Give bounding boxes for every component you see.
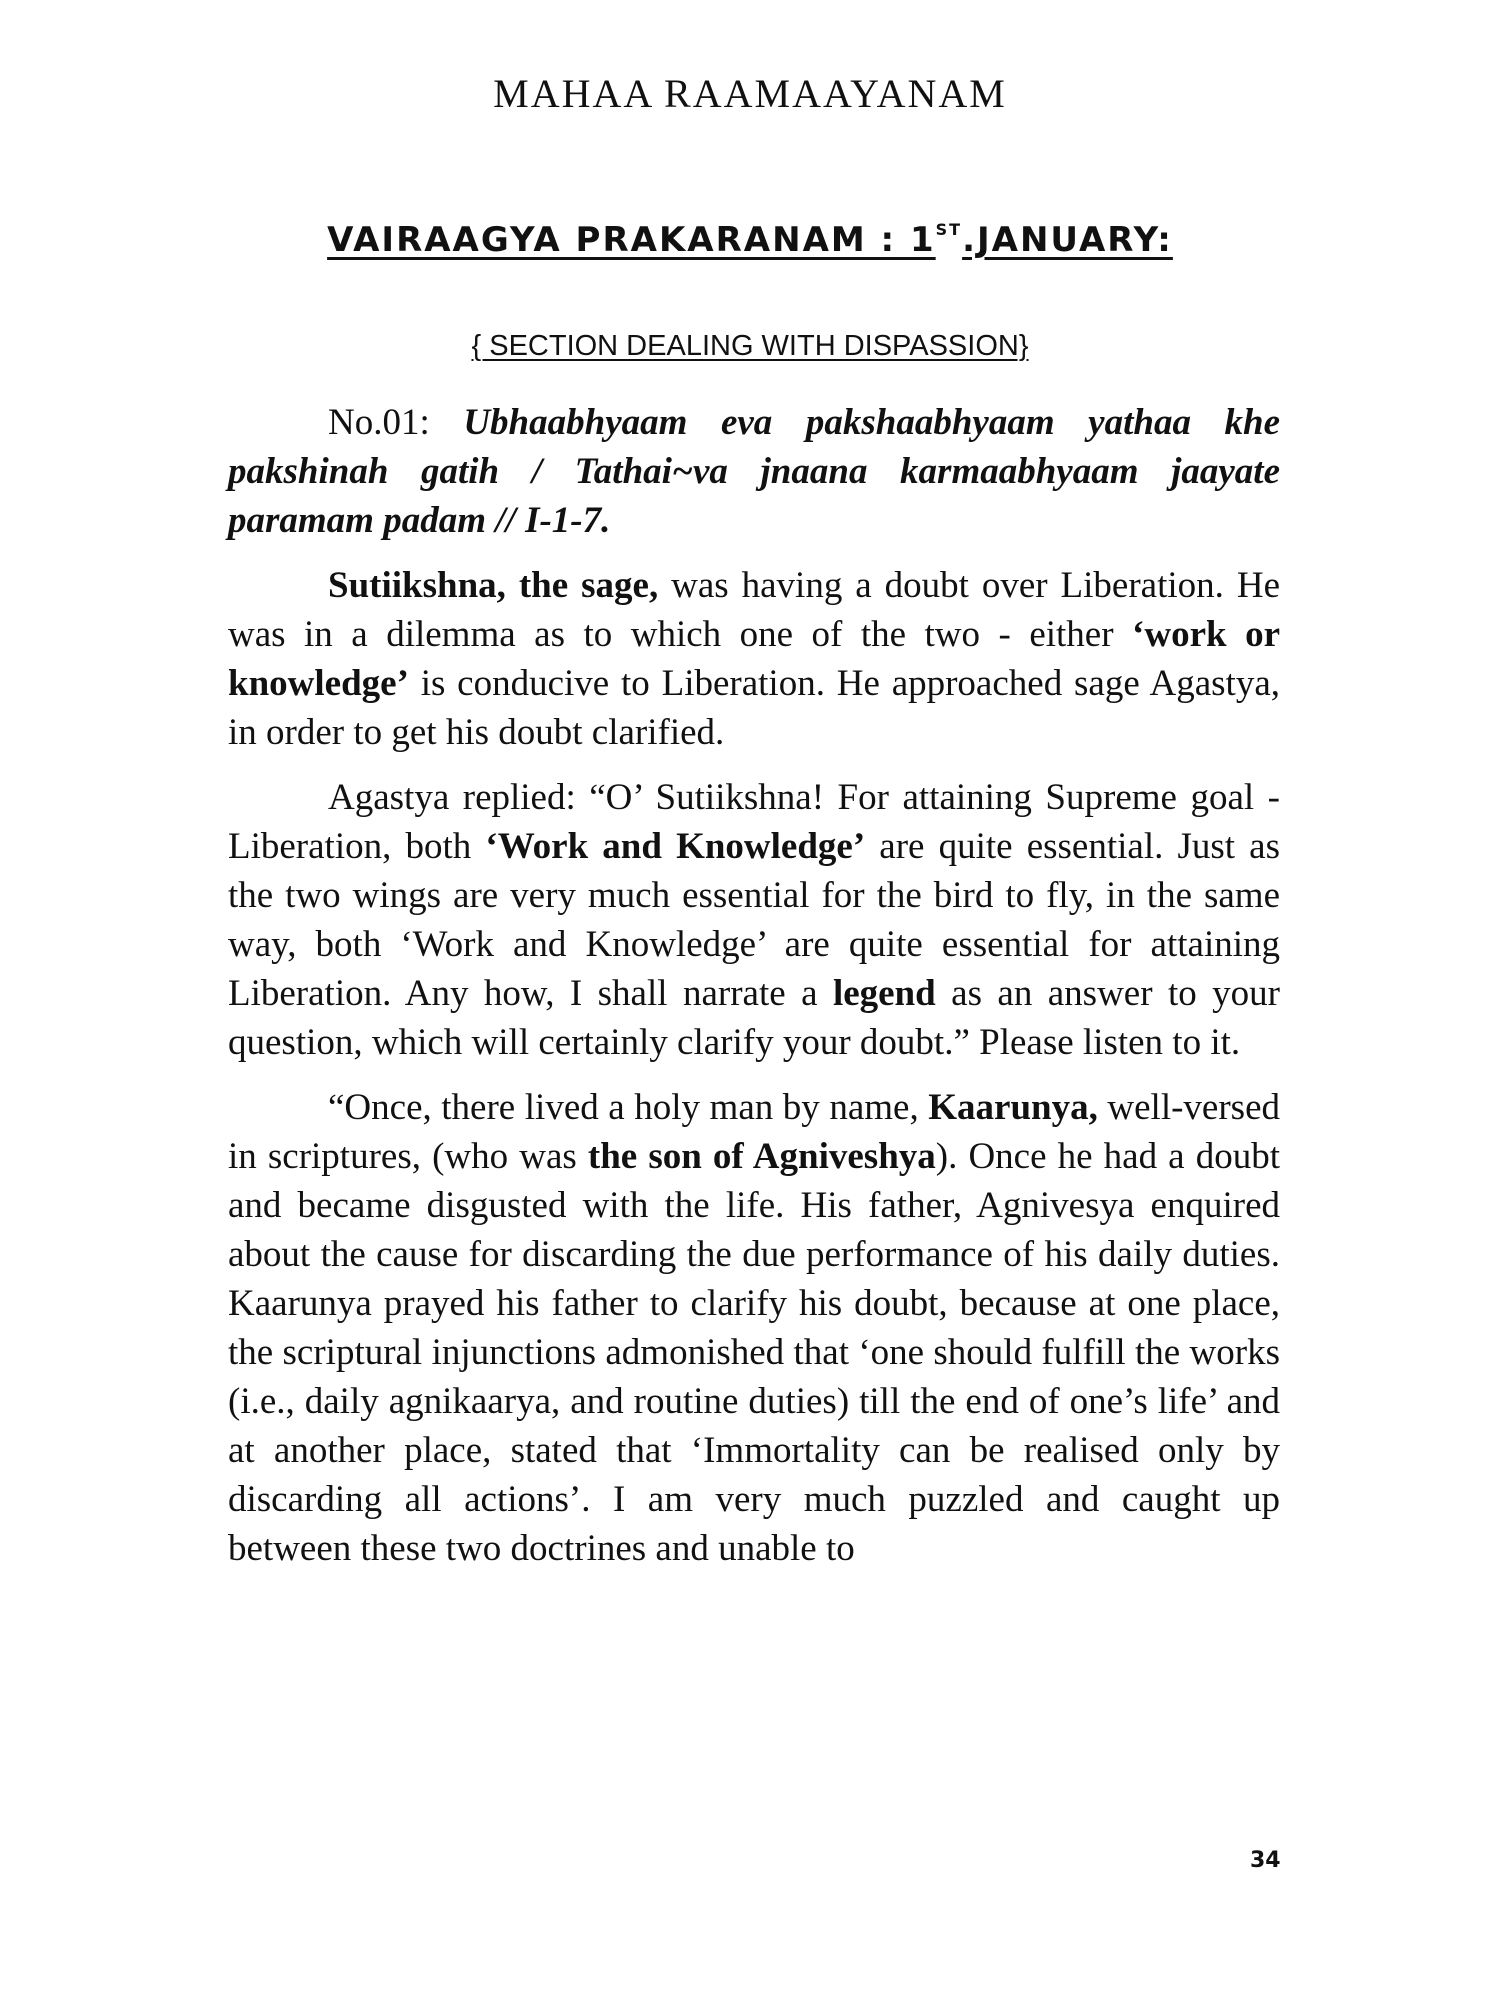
bold-text-run: ‘Work and Knowledge’ [485, 826, 866, 867]
chapter-title [0, 220, 1500, 260]
verse-reference: I-1-7. [525, 500, 611, 541]
text-run: was having a doubt over Liberation. He was in a dilemma as to which one of the two - either [228, 565, 1280, 655]
chapter-title-date: .JANUARY: [962, 220, 1173, 260]
text-run: are quite essential. Just as the two wings are very much essential for the bird to fly, in the same way, both ‘Work and Knowledge’ are quite essential for attaining Liberation. Any how, I shall narrate a [228, 826, 1281, 1014]
text-run: Agastya replied: “O’ Sutiikshna! For attaining Supreme goal - Liberation, both [228, 777, 1280, 867]
body-text [228, 398, 1280, 1589]
running-head: MAHAA RAAMAAYANAM [493, 71, 1007, 116]
paragraph [228, 561, 1280, 757]
chapter-title-ordinal: ST [935, 220, 963, 239]
verse-paragraph [228, 398, 1280, 545]
text-run: is conducive to Liberation. He approached sage Agastya, in order to get his doubt clarified. [228, 663, 1280, 753]
bold-text-run: ‘work or knowledge’ [228, 614, 1280, 704]
section-subtitle: { SECTION DEALING WITH DISPASSION} [471, 330, 1029, 362]
text-run: “Once, there lived a holy man by name, [328, 1087, 929, 1128]
bold-text-run: Sutiikshna, the sage, [328, 565, 659, 606]
verse-label: No.01: [328, 402, 464, 443]
chapter-title-main: VAIRAAGYA PRAKARANAM : 1 [327, 220, 936, 260]
text-run: well-versed in scriptures, (who was [228, 1087, 1280, 1177]
bold-text-run: the son of Agniveshya [587, 1136, 936, 1177]
bold-text-run: Kaarunya, [928, 1087, 1098, 1128]
text-run: as an answer to your question, which will certainly clarify your doubt.” Please listen to it. [228, 973, 1280, 1063]
page-number: 34 [1250, 1848, 1281, 1873]
paragraph [228, 773, 1280, 1067]
bold-text-run: legend [832, 973, 936, 1014]
paragraph [228, 1083, 1280, 1573]
text-run: ). Once he had a doubt and became disgusted with the life. His father, Agnivesya enquired about the cause for discarding the due performance of his daily duties. Kaarunya prayed his father to clarify his doubt, because at one place, the scriptural injunctions admonished that ‘one should fulfill the works (i.e., daily agnikaarya, and routine duties) till the end of one’s life’ and at another place, stated that ‘Immortality can be realised only by discarding all actions’. I am very much puzzled and caught up between these two doctrines and unable to [228, 1136, 1280, 1569]
verse-text: Ubhaabhyaam eva pakshaabhyaam yathaa khe pakshinah gatih / Tathai~va jnaana karmaabhyaam jaayate paramam padam // [228, 402, 1280, 541]
